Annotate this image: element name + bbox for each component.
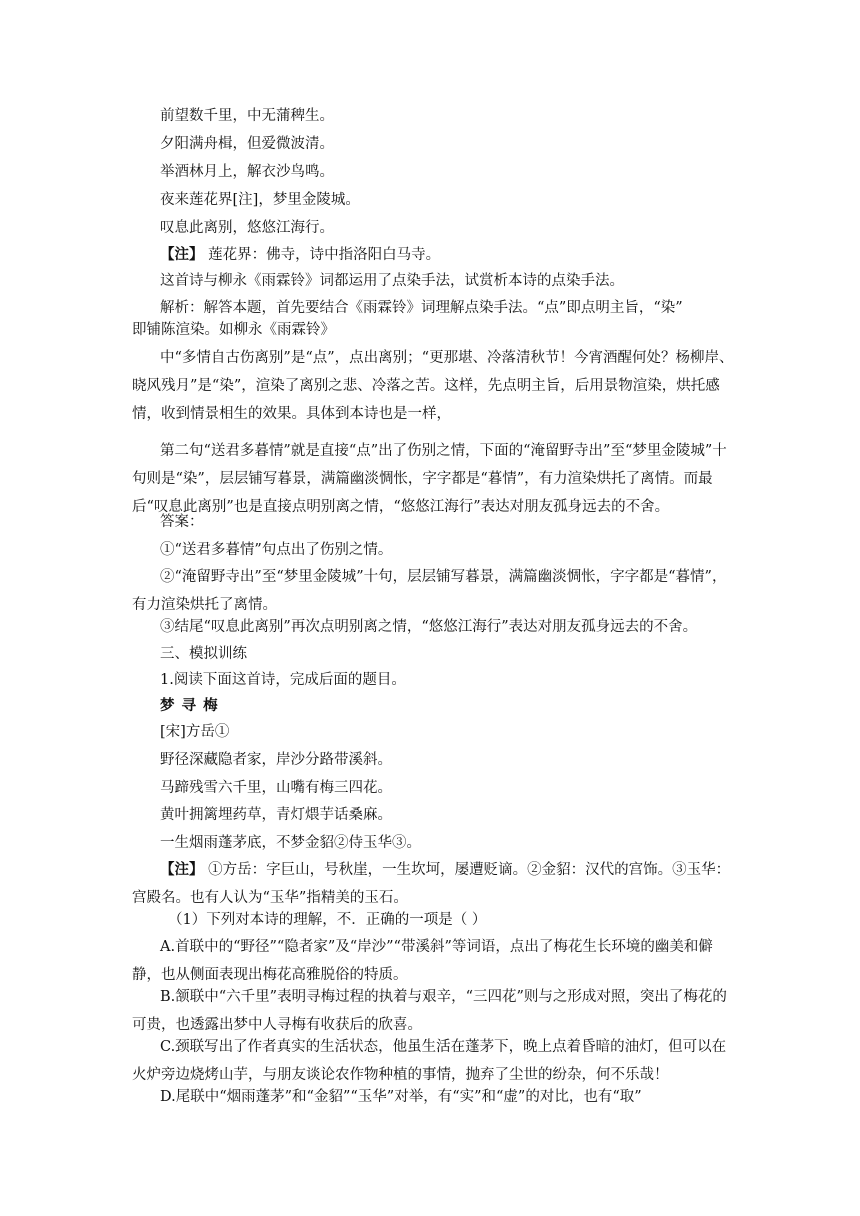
answer-item: ③结尾“叹息此离别”再次点明别离之情，“悠悠江海行”表达对朋友孤身远去的不舍。 xyxy=(160,619,698,635)
analysis-paragraph-3: 第二句“送君多暮情”就是直接“点”出了伤别之情，下面的“淹留野寺出”至“梦里金陵城”十句则是“染”，层层铺写暮景，满篇幽淡惆怅，字字都是“暮情”，有力渲染烘托了离情。而最后“叹息此离别”也是直接点明别离之情，“悠悠江海行”表达对朋友孤身远去的不舍。 xyxy=(132,443,727,515)
poem-note xyxy=(160,241,740,269)
poem-title: 梦 寻 梅 xyxy=(160,697,219,714)
poem-line: 马蹄残雪六千里，山嘴有梅三四花。 xyxy=(160,780,392,796)
poem-line: 夕阳满舟楫，但爱微波清。 xyxy=(160,136,334,152)
poem-line: 黄叶拥篱埋药草，青灯煨芋话桑麻。 xyxy=(160,807,392,823)
option-a: A.首联中的“野径”“隐者家”及“岸沙”“带溪斜”等词语，点出了梅花生长环境的幽美和僻静，也从侧面表现出梅花高雅脱俗的特质。 xyxy=(132,939,713,983)
answer-label: 答案： xyxy=(160,514,204,530)
poem-line: 夜来莲花界[注]，梦里金陵城。 xyxy=(160,192,360,208)
note-text: ①方岳：字巨山，号秋崖，一生坎坷，屡遭贬谪。②金貂：汉代的宫饰。③玉华：宫殿名。也有人认为“玉华”指精美的玉石。 xyxy=(132,862,731,906)
section-heading: 三、模拟训练 xyxy=(160,646,247,662)
note-text: 莲花界：佛寺，诗中指洛阳白马寺。 xyxy=(203,247,441,263)
question-stem: （1）下列对本诗的理解，不．正确的一项是（ ） xyxy=(168,912,487,928)
analysis-paragraph-1-cont: 即铺陈渲染。如柳永《雨霖铃》 xyxy=(132,322,335,338)
poem-line: 野径深藏隐者家，岸沙分路带溪斜。 xyxy=(160,752,392,768)
analysis-paragraph-1: 解析：解答本题，首先要结合《雨霖铃》词理解点染手法。“点”即点明主旨，“染” xyxy=(160,300,683,316)
poem-line: 一生烟雨蓬茅底，不梦金貂②侍玉华③。 xyxy=(160,835,421,851)
option-d: D.尾联中“烟雨蓬茅”和“金貂”“玉华”对举，有“实”和“虚”的对比，也有“取” xyxy=(160,1089,642,1105)
analysis-paragraph-2: 中“多情自古伤离别”是“点”，点出离别；“更那堪、冷落清秋节！今宵酒醒何处？杨柳岸、晓风残月”是“染”，渲染了离别之悲、冷落之苦。这样，先点明主旨，后用景物渲染，烘托感情，收到情景相生的效果。具体到本诗也是一样， xyxy=(132,350,734,422)
poem-line: 叹息此离别，悠悠江海行。 xyxy=(160,220,334,236)
poem-author: [宋]方岳① xyxy=(160,724,230,740)
question-text: 这首诗与柳永《雨霖铃》词都运用了点染手法，试赏析本诗的点染手法。 xyxy=(160,273,624,289)
note-label: 【注】 xyxy=(160,246,204,263)
poem-line: 举酒林月上，解衣沙鸟鸣。 xyxy=(160,164,334,180)
answer-item: ①“送君多暮情”句点出了伤别之情。 xyxy=(160,542,393,558)
option-b: B.颔联中“六千里”表明寻梅过程的执着与艰辛，“三四花”则与之形成对照，突出了梅花的可贵，也透露出梦中人寻梅有收获后的欣喜。 xyxy=(132,989,727,1033)
answer-item: ②“淹留野寺出”至“梦里金陵城”十句，层层铺写暮景，满篇幽淡惆怅，字字都是“暮情”，有力渲染烘托了离情。 xyxy=(132,569,727,613)
poem-line: 前望数千里，中无蒲稗生。 xyxy=(160,108,334,124)
task-instruction: 1.阅读下面这首诗，完成后面的题目。 xyxy=(160,672,406,688)
note-label: 【注】 xyxy=(160,861,204,878)
option-c: C.颈联写出了作者真实的生活状态，他虽生活在蓬茅下，晚上点着昏暗的油灯，但可以在火炉旁边烧烤山芋，与朋友谈论农作物种植的事情，抛弃了尘世的纷杂，何不乐哉！ xyxy=(132,1039,727,1083)
poem-note xyxy=(132,856,740,912)
